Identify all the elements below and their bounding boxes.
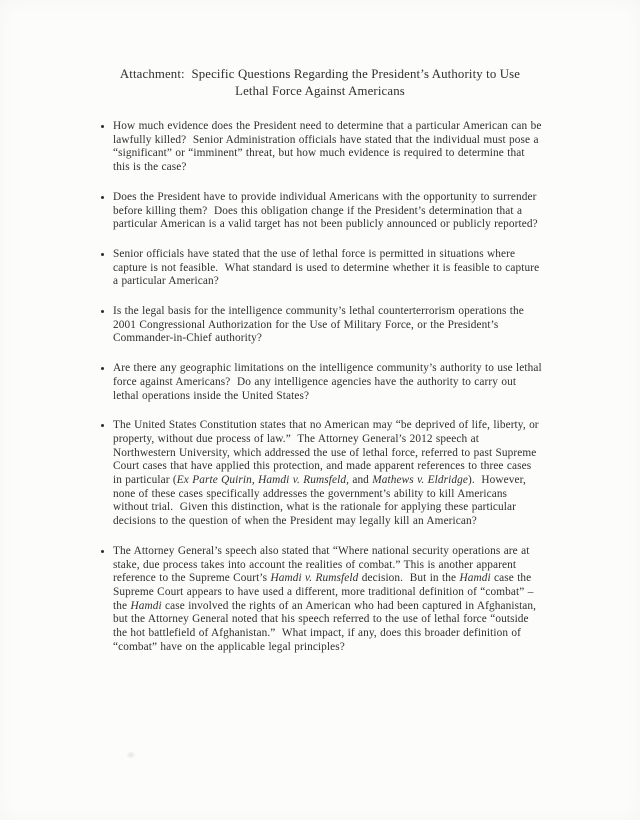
question-text: The Attorney General’s speech also stated that “Where national security operations are at stake, due process takes into account the realities of combat.” This is another apparent reference to the Supreme Court’s (113, 544, 530, 585)
case-citation: Mathews v. Eldridge (372, 474, 468, 487)
question-text: How much evidence does the President need to determine that a particular American can be lawfully killed? Senior Administration officials have stated that the individual must pose a “significant” or “imminent” threat, but how much evidence is required to determine that this is the case? (113, 120, 542, 174)
case-citation: Hamdi (459, 572, 491, 585)
list-item (113, 419, 543, 529)
question-list (95, 120, 543, 671)
question-text: decision. But in the (358, 572, 460, 585)
question-text: Are there any geographic limitations on the intelligence community’s authority to use lethal force against Americans? Do any intelligence agencies have the authority to carry out lethal operations inside the United States? (113, 362, 542, 402)
title-line-2: Lethal Force Against Americans (235, 84, 405, 98)
list-item (113, 191, 543, 232)
question-text: Senior officials have stated that the use of lethal force is permitted in situations where capture is not feasible. What standard is used to determine whether it is feasible to capture a particular American? (113, 247, 540, 288)
question-text: Is the legal basis for the intelligence community’s lethal counterterrorism operations the 2001 Congressional Authorization for the Use of Military Force, or the President’s Commander-in-Chief authority? (113, 305, 524, 345)
title-line-1: Attachment: Specific Questions Regarding the President’s Authority to Use (119, 67, 521, 81)
question-text: case involved the rights of an American who had been captured in Afghanistan, but the Attorney General noted that his speech referred to the use of lethal force “outside the hot battlefield of Afghanistan.” What impact, if any, does this broader definition of “combat” have on the applicable legal principles? (113, 599, 537, 653)
scan-artifact (126, 751, 136, 759)
list-item (113, 248, 543, 289)
list-item (113, 120, 543, 175)
list-item (113, 545, 543, 655)
case-citation: Hamdi (130, 599, 162, 612)
case-citation: Hamdi v. Rumsfeld (270, 572, 359, 585)
case-citation: Ex Parte Quirin, Hamdi v. Rumsfeld, (176, 474, 349, 487)
question-text: The United States Constitution states that no American may “be deprived of life, liberty, or property, without due process of law.” The Attorney General’s 2012 speech at Northwestern University, which addressed the use of lethal force, referred to past Supreme Court cases that have applied this protection, and made apparent references to three cases in particular ( (113, 419, 539, 487)
list-item (113, 305, 543, 346)
question-text: case the Supreme Court appears to have used a different, more traditional definition of “combat” – the (113, 572, 534, 612)
list-item (113, 362, 543, 403)
question-text: ). However, none of these cases specifically addresses the government’s ability to kill Americans without trial. Given this distinction, what is the rationale for applying these particular decisions to the question of when the President may legally kill an American? (113, 474, 526, 528)
question-text: Does the President have to provide individual Americans with the opportunity to surrender before killing them? Does this obligation change if the President’s determination that a particular American is a valid target has not been publicly announced or publicly reported? (113, 190, 538, 231)
page-title (58, 66, 582, 100)
question-text: and (349, 474, 373, 487)
